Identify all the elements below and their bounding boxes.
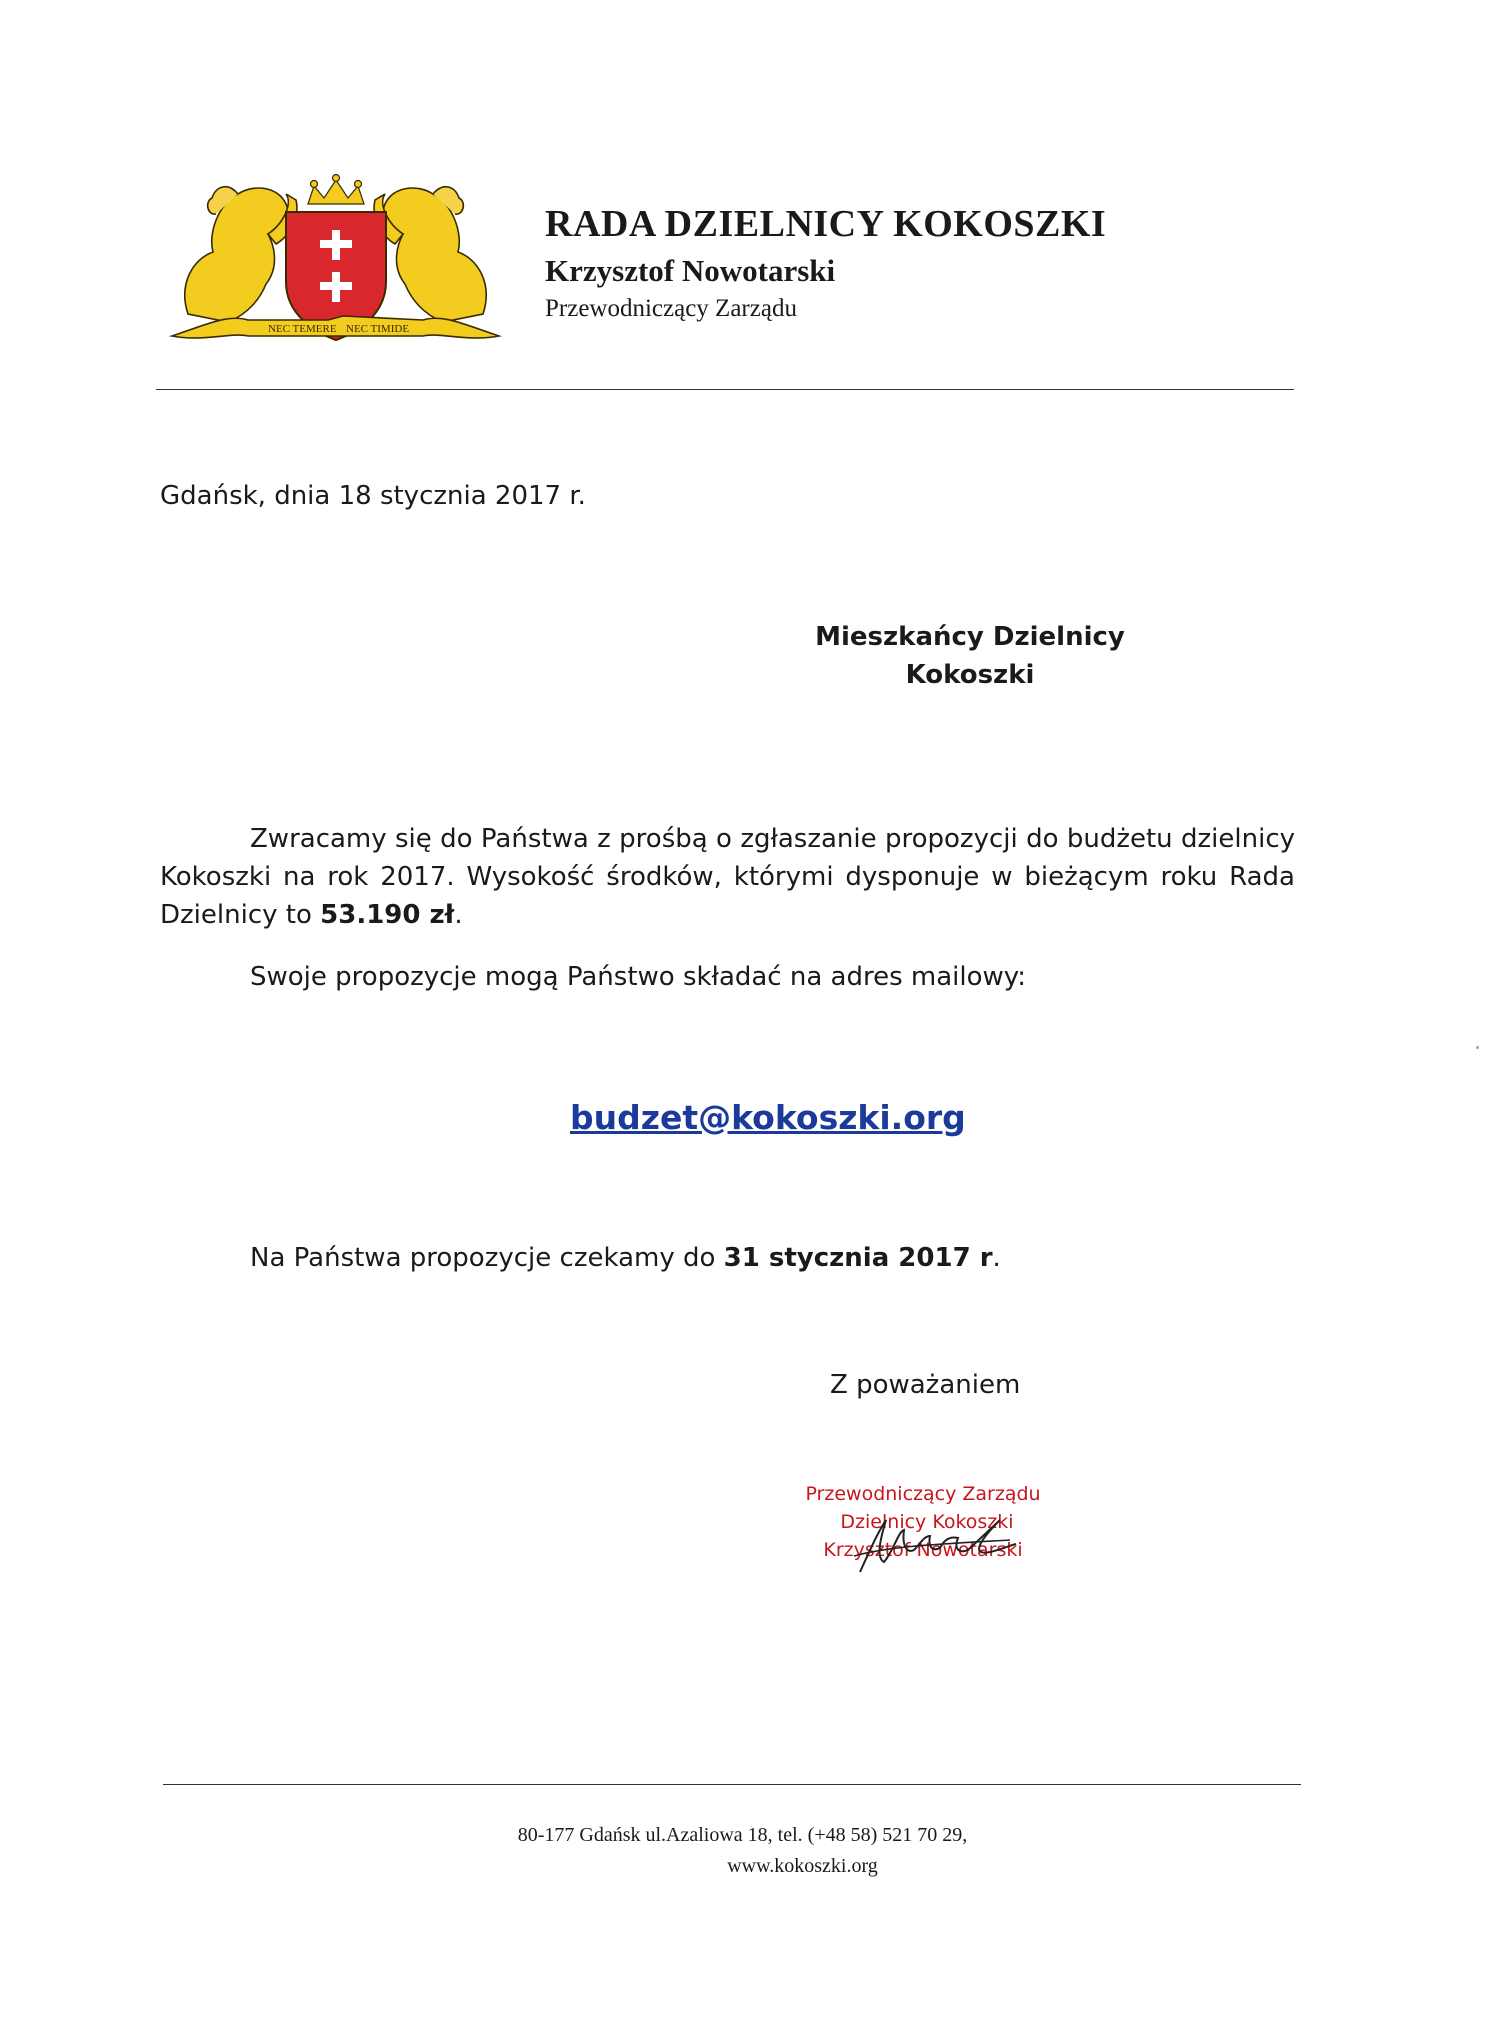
email-prompt: Swoje propozycje mogą Państwo składać na adres mailowy: <box>250 962 1027 992</box>
scan-speck <box>1476 1046 1479 1049</box>
letter-closing: Z poważaniem <box>830 1370 1021 1400</box>
gdansk-coat-of-arms-icon <box>168 164 503 350</box>
letter-recipient <box>660 618 1280 694</box>
crest-motto-left: NEC TEMERE <box>268 323 337 335</box>
footer-address: 80-177 Gdańsk ul.Azaliowa 18, tel. (+48 58) 521 70 29, <box>517 1824 968 1846</box>
footer-divider <box>163 1784 1301 1785</box>
footer-website[interactable]: www.kokoszki.org <box>727 1855 878 1877</box>
deadline-suffix: . <box>992 1243 1001 1273</box>
paragraph-text: Zwracamy się do Państwa z prośbą o zgłaszanie propozycji do budżetu dzielnicy Kokoszki na rok 2017. Wysokość środków, którymi dysponuje w bieżącym roku Rada Dzielnicy to <box>160 824 1295 930</box>
stamp-line-1: Przewodniczący Zarządu <box>805 1483 1041 1505</box>
email-link[interactable]: budzet@kokoszki.org <box>570 1098 966 1137</box>
recipient-line-2: Kokoszki <box>905 660 1035 690</box>
deadline-date: 31 stycznia 2017 r <box>723 1243 993 1273</box>
stamp-line-2: Dzielnicy Kokoszki <box>840 1511 1014 1533</box>
header-divider <box>156 389 1294 390</box>
amount-suffix: . <box>454 900 463 930</box>
letter-body-paragraph <box>160 820 1295 934</box>
deadline-prefix: Na Państwa propozycje czekamy do <box>250 1243 716 1273</box>
letter-date: Gdańsk, dnia 18 stycznia 2017 r. <box>160 481 586 511</box>
handwritten-signature-icon <box>840 1510 1020 1580</box>
letterhead-person-name: Krzysztof Nowotarski <box>545 253 836 288</box>
deadline-line <box>250 1243 1001 1273</box>
letterhead-person-role: Przewodniczący Zarządu <box>545 295 797 322</box>
organization-name: RADA DZIELNICY KOKOSZKI <box>545 203 1107 245</box>
crest-motto-right: NEC TIMIDE <box>346 323 410 335</box>
budget-amount: 53.190 zł <box>320 900 455 930</box>
recipient-line-1: Mieszkańcy Dzielnicy <box>815 622 1125 652</box>
stamp-line-3: Krzysztof Nowotarski <box>823 1539 1023 1561</box>
